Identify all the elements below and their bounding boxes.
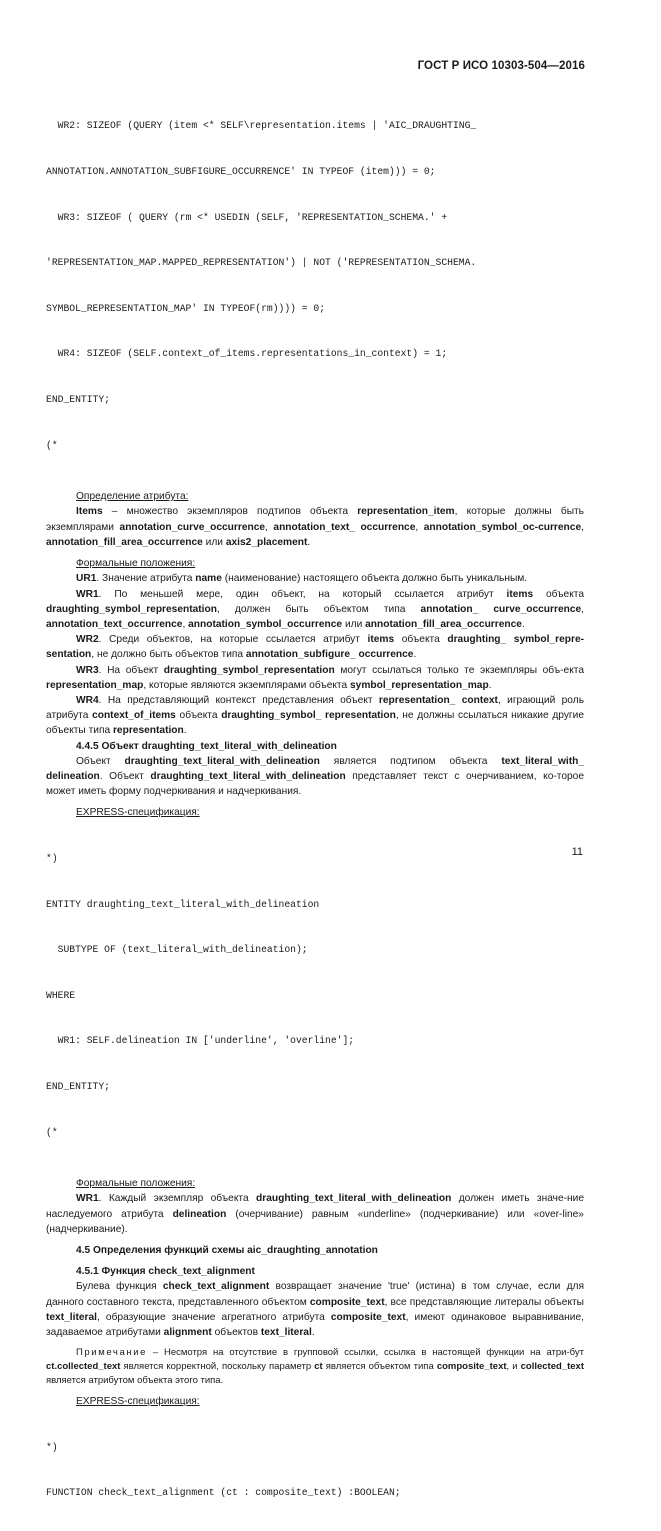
code-line: WR3: SIZEOF ( QUERY (rm <* USEDIN (SELF, 'REPRESENTATION_SCHEMA.' + bbox=[46, 211, 448, 223]
code-line: SYMBOL_REPRESENTATION_MAP' IN TYPEOF(rm)))) = 0; bbox=[46, 302, 326, 314]
rule-ur1: UR1. Значение атрибута name (наименование) настоящего объекта должно быть уникальным. bbox=[76, 573, 528, 585]
rule-wr3: WR3. На объект draughting_symbol_representation могут ссылаться только те экземпляры объ-екта representation_map, которые являются экземплярами объекта symbol_representation_map. bbox=[46, 664, 584, 691]
rule-wr2: WR2. Среди объектов, на которые ссылается атрибут items объекта draughting_ symbol_repre-sentation, не должно быть объектов типа annotation_subfigure_ occurrence. bbox=[46, 634, 584, 661]
code-line: (* bbox=[46, 439, 58, 451]
code-line: WR1: SELF.delineation IN ['underline', 'overline']; bbox=[46, 1035, 355, 1047]
code-line: ANNOTATION.ANNOTATION_SUBFIGURE_OCCURRENCE' IN TYPEOF (item))) = 0; bbox=[46, 166, 436, 178]
rule-wr1-delineation: WR1. Каждый экземпляр объекта draughting_text_literal_with_delineation должен иметь значе-ние наследуемого атрибута delineation (очерчивание) равным «underline» (подчеркивание) или «over-line» (надчеркивание). bbox=[46, 1193, 584, 1235]
rule-wr1: WR1. По меньшей мере, один объект, на который ссылается атрибут items объекта draughting_symbol_representation, должен быть объектом типа annotation_ curve_occurrence, annotation_text_occurrence, annotation_symbol_occurrence или annotation_fill_area_occurrence. bbox=[46, 588, 585, 630]
section-4-5-1-title: 4.5.1 Функция check_text_alignment bbox=[76, 1266, 255, 1278]
code-line: 'REPRESENTATION_MAP.MAPPED_REPRESENTATION') | NOT ('REPRESENTATION_SCHEMA. bbox=[46, 257, 477, 269]
document-header: ГОСТ Р ИСО 10303-504—2016 bbox=[417, 60, 585, 72]
rule-wr4: WR4. На представляющий контекст представления объект representation_ context, играющий роль атрибута context_of_items объекта draughting_symbol_ representation, не должны ссылаться никакие другие объекты типа representation. bbox=[46, 694, 585, 737]
code-line: (* bbox=[46, 1126, 58, 1138]
section-4-5-title: 4.5 Определения функций схемы aic_draughting_annotation bbox=[76, 1245, 378, 1257]
formal-propositions-heading-2: Формальные положения: bbox=[76, 1178, 196, 1190]
code-line: FUNCTION check_text_alignment (ct : composite_text) :BOOLEAN; bbox=[46, 1487, 401, 1499]
express-spec-heading-2: EXPRESS-спецификация: bbox=[76, 1396, 200, 1408]
code-line: END_ENTITY; bbox=[46, 1081, 110, 1092]
formal-propositions-heading: Формальные положения: bbox=[76, 558, 196, 570]
code-line: SUBTYPE OF (text_literal_with_delineation); bbox=[46, 944, 308, 956]
code-line: WR4: SIZEOF (SELF.context_of_items.representations_in_context) = 1; bbox=[46, 348, 448, 360]
page-number: 11 bbox=[571, 846, 583, 858]
page-content bbox=[46, 88, 584, 1531]
items-definition: Items – множество экземпляров подтипов объекта representation_item, которые должны быть экземплярами annotation_curve_occurrence, annotation_text_ occurrence, annotation_symbol_oc-currence, annotation_fill_area_occurrence или axis2_placement. bbox=[46, 506, 584, 548]
express-spec-heading: EXPRESS-спецификация: bbox=[76, 807, 200, 819]
code-line: WHERE bbox=[46, 989, 76, 1001]
express-code-block-3 bbox=[46, 1409, 584, 1531]
section-4-4-5-paragraph: Объект draughting_text_literal_with_delineation является подтипом объекта text_literal_with_ delineation. Объект draughting_text_literal_with_delineation представляет текст с очерчиванием, ко-торое может иметь форму подчеркивания и надчеркивания. bbox=[46, 755, 584, 798]
section-4-4-5-title: 4.4.5 Объект draughting_text_literal_with_delineation bbox=[76, 740, 337, 752]
note-paragraph: Примечание – Несмотря на отсутствие в групповой ссылки, ссылка в настоящей функции на атри-бут ct.collected_text является корректной, поскольку параметр ct является объектом типа composite_text, и collected_text является атрибутом объекта этого типа. bbox=[46, 1347, 584, 1387]
code-line: WR2: SIZEOF (QUERY (item <* SELF\representation.items | 'AIC_DRAUGHTING_ bbox=[46, 120, 477, 132]
code-line: *) bbox=[46, 852, 58, 864]
code-line: *) bbox=[46, 1441, 58, 1453]
code-line: ENTITY draughting_text_literal_with_delineation bbox=[46, 898, 320, 910]
express-code-block-2 bbox=[46, 821, 584, 1171]
code-line: END_ENTITY; bbox=[46, 394, 110, 406]
express-code-block-1 bbox=[46, 88, 584, 483]
attribute-definition-heading: Определение атрибута: bbox=[76, 491, 189, 503]
section-4-5-1-paragraph: Булева функция check_text_alignment возвращает значение 'true' (истина) в том случае, если для данного составного текста, представленного объектом composite_text, все представляющие литералы объекты text_literal, образующие значение агрегатного атрибута composite_text, имеют одинаковое выравнивание, задаваемое атрибутами alignment объектов text_literal. bbox=[46, 1281, 585, 1339]
